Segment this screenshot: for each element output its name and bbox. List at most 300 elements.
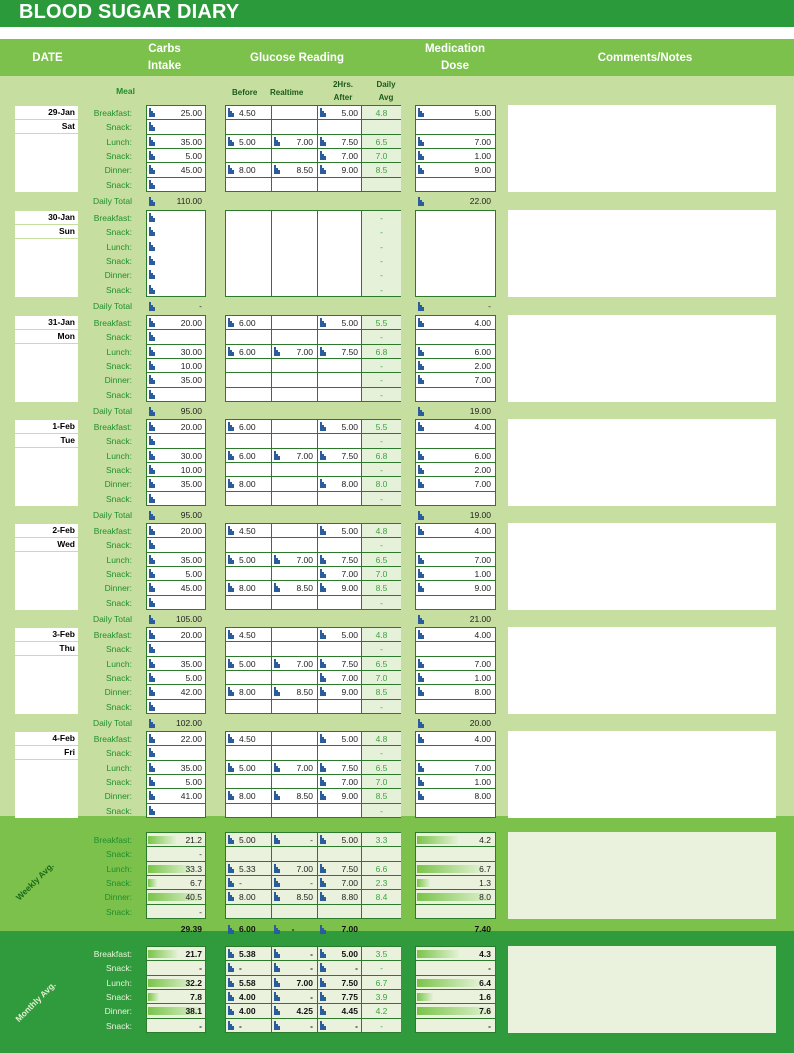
day-3-total-med: 19.00 [469,509,491,520]
day-2-med-value: 6.00 [474,346,491,357]
day-3-daily-avg-value: 6.8 [375,450,388,461]
day-4-before-marker-icon [228,583,234,592]
day-1-comments-box[interactable] [508,210,776,297]
day-1-med-box [415,210,496,297]
day-6-after-value: 7.50 [341,762,358,773]
day-1-meal-label: Snack: [106,284,132,295]
monthly-0-before-marker-icon [228,949,234,958]
day-0-before-marker-icon [228,108,234,117]
day-4-meal-label: Breakfast: [93,526,132,536]
day-2-row-line-carbs [146,401,206,402]
day-4-daily-avg-value: - [380,540,383,551]
header-medication-line1: Medication [424,43,486,55]
day-5-daily-avg-value: - [380,701,383,712]
day-3-before-marker-icon [228,451,234,460]
weekly-0-carbs-value: - [199,906,202,917]
subheader-after-line1: 2Hrs. [332,80,353,89]
day-6-daily-avg-value: 8.5 [375,791,388,802]
weekly-0-meal-label: Breakfast: [93,835,132,845]
monthly-0-rt-marker-icon [274,992,280,1001]
weekly-0-after-value: 5.00 [341,835,358,845]
weekly-total-rt: - [291,923,295,934]
monthly-0-after-marker-icon [320,992,326,1001]
day-0-after-marker-icon [320,108,326,117]
day-1-glucose-box [225,210,362,297]
day-0-daily-avg-value: 7.0 [375,150,388,161]
day-0-rt-value: 7.00 [296,136,313,147]
monthly-0-meal-label: Snack: [106,1020,132,1031]
monthly-0-after-marker-icon [320,978,326,987]
day-3-after-marker-icon [320,451,326,460]
day-4-date-cell: 2-Feb [15,524,78,537]
day-3-carbs-marker-icon [149,494,155,503]
day-5-date-area [15,656,78,714]
day-0-meal-label: Breakfast: [93,108,132,118]
day-2-total-carbs: 95.00 [180,405,202,416]
monthly-0-after-marker-icon [320,1021,326,1030]
weekly-0-before-value: 5.33 [239,863,256,874]
monthly-0-after-value: 5.00 [341,949,358,959]
weekly-0-rt-value: - [310,877,313,888]
weekly-0-carbs-value: 40.5 [185,892,202,903]
weekly-avg-label: Weekly Avg. [13,860,56,903]
day-4-total-carbs: 105.00 [176,613,202,624]
weekly-0-before-value: 5.00 [239,835,256,845]
day-4-row-line-med [415,609,496,610]
weekly-0-meal-label: Snack: [106,877,132,888]
weekly-0-row-line-avg [362,918,401,919]
day-6-rt-marker-icon [274,763,280,772]
day-4-comments-box[interactable] [508,523,776,610]
day-0-date-cell: 29-Jan [15,106,78,119]
day-2-date-cell: 31-Jan [15,316,78,329]
weekly-0-daily-avg-value: 2.3 [375,877,388,888]
day-4-meal-label: Snack: [106,568,132,579]
day-4-rt-marker-icon [274,583,280,592]
day-5-carbs-value: 5.00 [185,672,202,683]
day-6-after-marker-icon [320,791,326,800]
day-0-med-value: 9.00 [474,165,491,176]
day-0-rt-value: 8.50 [296,165,313,176]
day-6-rt-value: 8.50 [296,791,313,802]
weekly-0-after-value: 7.00 [341,877,358,888]
day-6-carbs-value: 35.00 [180,762,202,773]
day-5-daily-avg-value: 8.5 [375,687,388,698]
monthly-0-med-value: 1.6 [479,991,491,1002]
day-5-after-marker-icon [320,673,326,682]
header-medication-line2: Dose [440,60,470,72]
day-2-row-line-gluc [225,401,362,402]
day-5-comments-box[interactable] [508,627,776,714]
day-2-daily-avg-value: - [380,332,383,343]
day-3-carbs-value: 20.00 [180,422,202,432]
weekly-0-rt-marker-icon [274,892,280,901]
day-1-date-cell: 30-Jan [15,211,78,224]
day-2-med-value: 7.00 [474,375,491,386]
day-4-carbs-marker-icon [149,540,155,549]
day-4-carbs-value: 45.00 [180,583,202,594]
day-5-after-value: 5.00 [341,630,358,640]
day-0-before-value: 8.00 [239,165,256,176]
monthly-0-after-value: 4.45 [341,1006,358,1017]
day-6-daily-avg-value: 4.8 [375,734,388,744]
day-6-comments-box[interactable] [508,731,776,818]
day-6-carbs-marker-icon [149,806,155,815]
day-2-comments-box[interactable] [508,315,776,402]
weekly-0-med-value: 1.3 [479,877,491,888]
monthly-0-after-marker-icon [320,1006,326,1015]
day-2-total-med: 19.00 [469,405,491,416]
day-5-carbs-value: 42.00 [180,687,202,698]
monthly-0-rt-marker-icon [274,1006,280,1015]
day-6-before-marker-icon [228,763,234,772]
day-0-row-line-gluc [225,191,362,192]
subheader-daily-avg-line2: Avg [378,93,394,102]
monthly-0-rt-marker-icon [274,978,280,987]
day-0-before-marker-icon [228,137,234,146]
monthly-0-before-marker-icon [228,963,234,972]
day-5-after-value: 7.50 [341,658,358,669]
day-5-rt-marker-icon [274,659,280,668]
day-3-meal-label: Snack: [106,436,132,447]
day-2-daily-avg-value: - [380,360,383,371]
monthly-0-after-value: 7.75 [341,991,358,1002]
day-6-daily-avg-value: 6.5 [375,762,388,773]
day-4-daily-avg-value: 6.5 [375,554,388,565]
day-6-weekday-cell: Fri [15,746,78,759]
day-4-daily-total-label: Daily Total [92,613,132,624]
day-3-before-value: 8.00 [239,479,256,490]
day-4-rt-value: 7.00 [296,554,313,565]
day-6-carbs-value: 41.00 [180,791,202,802]
day-4-after-value: 7.00 [341,568,358,579]
day-6-carbs-value: 5.00 [185,776,202,787]
day-5-carbs-value: 20.00 [180,630,202,640]
day-1-weekday-cell: Sun [15,225,78,238]
day-5-after-marker-icon [320,687,326,696]
day-2-meal-label: Snack: [106,332,132,343]
day-5-rt-marker-icon [274,687,280,696]
day-4-med-value: 4.00 [474,526,491,536]
day-3-before-value: 6.00 [239,450,256,461]
day-2-before-marker-icon [228,347,234,356]
day-0-after-marker-icon [320,137,326,146]
monthly-0-med-value: - [488,1020,491,1031]
monthly-0-daily-avg-value: 3.5 [375,949,388,959]
day-3-rt-value: 7.00 [296,450,313,461]
day-5-row-line-gluc [225,713,362,714]
day-1-daily-total-label: Daily Total [92,300,132,311]
day-1-carbs-marker-icon [149,213,155,222]
weekly-0-carbs-value: 33.3 [185,863,202,874]
day-1-carbs-marker-icon [149,242,155,251]
monthly-0-after-marker-icon [320,963,326,972]
day-4-rt-value: 8.50 [296,583,313,594]
day-3-comments-box[interactable] [508,419,776,506]
day-5-carbs-marker-icon [149,702,155,711]
day-6-after-marker-icon [320,734,326,743]
day-1-divider-after [317,210,318,297]
monthly-0-meal-label: Breakfast: [93,949,132,959]
day-3-row-line-med [415,505,496,506]
day-5-med-value: 8.00 [474,687,491,698]
day-5-med-value: 4.00 [474,630,491,640]
day-2-rt-marker-icon [274,347,280,356]
weekly-0-after-marker-icon [320,864,326,873]
day-3-daily-avg-value: 5.5 [375,422,388,432]
day-6-med-value: 1.00 [474,776,491,787]
day-2-daily-total-label: Daily Total [92,405,132,416]
day-5-before-marker-icon [228,659,234,668]
day-6-before-value: 5.00 [239,762,256,773]
day-0-total-carbs: 110.00 [176,195,202,206]
day-0-carbs-value: 45.00 [180,165,202,176]
day-2-daily-avg-value: 6.8 [375,346,388,357]
day-5-meal-label: Snack: [106,672,132,683]
day-1-date-area [15,239,78,297]
monthly-0-before-value: - [239,963,242,974]
header-date: DATE [32,52,63,64]
subheader-after-line2: After [333,93,353,102]
day-5-med-value: 1.00 [474,672,491,683]
monthly-0-med-value: 7.6 [479,1006,491,1017]
day-0-carbs-value: 25.00 [180,108,202,118]
day-6-meal-label: Snack: [106,748,132,759]
day-5-before-value: 8.00 [239,687,256,698]
day-3-after-value: 8.00 [341,479,358,490]
day-0-meal-label: Snack: [106,122,132,133]
day-3-carbs-value: 35.00 [180,479,202,490]
day-5-before-marker-icon [228,630,234,639]
day-5-daily-avg-value: 7.0 [375,672,388,683]
weekly-0-before-marker-icon [228,835,234,844]
day-3-med-value: 4.00 [474,422,491,432]
weekly-0-before-marker-icon [228,892,234,901]
weekly-0-daily-avg-value: 6.6 [375,863,388,874]
day-4-date-area [15,552,78,610]
day-0-comments-box[interactable] [508,105,776,192]
day-4-carbs-value: 20.00 [180,526,202,536]
monthly-0-before-value: 5.58 [239,977,256,988]
day-5-carbs-value: 35.00 [180,658,202,669]
monthly-0-before-value: - [239,1020,242,1031]
day-6-rt-value: 7.00 [296,762,313,773]
weekly-0-after-marker-icon [320,835,326,844]
day-0-before-marker-icon [228,165,234,174]
day-6-date-cell: 4-Feb [15,732,78,745]
day-5-rt-value: 7.00 [296,658,313,669]
day-0-before-value: 5.00 [239,136,256,147]
weekly-0-row-line-med [415,918,496,919]
monthly-0-before-value: 5.38 [239,949,256,959]
day-3-before-marker-icon [228,479,234,488]
day-5-meal-label: Dinner: [104,687,132,698]
day-4-before-marker-icon [228,555,234,564]
day-0-daily-total-label: Daily Total [92,195,132,206]
day-3-meal-label: Breakfast: [93,422,132,432]
day-4-med-value: 1.00 [474,568,491,579]
day-4-total-med: 21.00 [469,613,491,624]
weekly-0-after-marker-icon [320,892,326,901]
day-1-daily-avg-value: - [380,241,383,252]
day-4-daily-avg-value: 7.0 [375,568,388,579]
day-0-carbs-marker-icon [149,122,155,131]
weekly-0-row-line-gluc [225,918,362,919]
day-3-after-marker-icon [320,422,326,431]
day-3-daily-avg-value: - [380,436,383,447]
monthly-0-rt-value: - [310,949,313,959]
day-2-weekday-cell: Mon [15,330,78,343]
weekly-0-before-marker-icon [228,878,234,887]
day-2-meal-label: Breakfast: [93,318,132,328]
monthly-0-rt-marker-icon [274,963,280,972]
day-5-row-line-med [415,713,496,714]
day-2-meal-label: Snack: [106,360,132,371]
monthly-0-rt-value: 7.00 [296,977,313,988]
monthly-0-carbs-value: 7.8 [190,991,202,1002]
day-3-date-cell: 1-Feb [15,420,78,433]
day-2-row-line-gluc [225,372,362,373]
day-6-after-marker-icon [320,777,326,786]
weekly-0-rt-marker-icon [274,864,280,873]
day-5-meal-label: Breakfast: [93,630,132,640]
weekly-total-before-marker-icon [228,925,234,934]
day-3-daily-total-label: Daily Total [92,509,132,520]
day-1-meal-label: Lunch: [106,241,132,252]
day-4-meal-label: Lunch: [106,554,132,565]
day-0-meal-label: Snack: [106,150,132,161]
day-4-after-marker-icon [320,555,326,564]
weekly-0-rt-value: 8.50 [296,892,313,903]
day-4-meal-label: Snack: [106,540,132,551]
day-3-carbs-marker-icon [149,436,155,445]
day-6-carbs-value: 22.00 [180,734,202,744]
day-2-after-marker-icon [320,318,326,327]
day-6-carbs-marker-icon [149,748,155,757]
monthly-0-rt-value: 4.25 [296,1006,313,1017]
day-6-before-value: 8.00 [239,791,256,802]
day-5-meal-label: Snack: [106,701,132,712]
day-0-carbs-value: 35.00 [180,136,202,147]
day-5-after-value: 7.00 [341,672,358,683]
day-1-daily-avg-value: - [380,270,383,281]
day-2-meal-label: Snack: [106,389,132,400]
day-0-total-med: 22.00 [469,195,491,206]
weekly-total-before: 6.00 [239,923,256,934]
weekly-0-after-value: 8.80 [341,892,358,903]
monthly-0-before-marker-icon [228,992,234,1001]
day-0-before-value: 4.50 [239,108,256,118]
day-5-daily-avg-value: 4.8 [375,630,388,640]
monthly-0-comments-box[interactable] [508,946,776,1033]
weekly-0-med-value: 4.2 [479,835,491,845]
day-3-carbs-value: 30.00 [180,450,202,461]
day-5-before-value: 4.50 [239,630,256,640]
day-1-meal-label: Breakfast: [93,213,132,223]
day-3-weekday-cell: Tue [15,434,78,447]
day-6-row-line-carbs [146,817,206,818]
weekly-0-before-value: - [239,877,242,888]
day-0-after-value: 5.00 [341,108,358,118]
header-glucose-reading: Glucose Reading [250,52,344,64]
weekly-0-meal-label: Lunch: [106,863,132,874]
monthly-0-rt-marker-icon [274,1021,280,1030]
day-1-daily-avg-value: - [380,213,383,223]
day-6-date-area [15,760,78,818]
monthly-0-meal-label: Snack: [106,991,132,1002]
day-4-meal-label: Snack: [106,597,132,608]
day-6-daily-avg-value: - [380,805,383,816]
monthly-0-before-marker-icon [228,1006,234,1015]
day-3-meal-label: Snack: [106,493,132,504]
day-2-after-marker-icon [320,347,326,356]
day-1-daily-avg-value: - [380,284,383,295]
day-0-carbs-marker-icon [149,180,155,189]
day-6-rt-marker-icon [274,791,280,800]
day-5-meal-label: Lunch: [106,658,132,669]
monthly-0-med-value: 6.4 [479,977,491,988]
monthly-0-before-value: 4.00 [239,1006,256,1017]
weekly-0-before-marker-icon [228,864,234,873]
day-6-meal-label: Lunch: [106,762,132,773]
monthly-0-carbs-value: 21.7 [185,949,202,959]
weekly-0-comments-box[interactable] [508,832,776,919]
day-3-daily-avg-value: - [380,464,383,475]
day-0-meal-label: Dinner: [104,165,132,176]
day-2-row-line-gluc [225,387,362,388]
day-0-carbs-value: 5.00 [185,150,202,161]
day-4-meal-label: Dinner: [104,583,132,594]
day-4-carbs-value: 5.00 [185,568,202,579]
day-5-after-value: 9.00 [341,687,358,698]
day-3-before-value: 6.00 [239,422,256,432]
day-3-total-carbs: 95.00 [180,509,202,520]
day-0-meal-label: Snack: [106,179,132,190]
day-5-row-line-carbs [146,713,206,714]
weekly-0-carbs-value: 21.2 [185,835,202,845]
day-0-daily-avg-value: 4.8 [375,108,388,118]
monthly-0-rt-value: - [310,963,313,974]
weekly-0-med-value: 8.0 [479,892,491,903]
day-6-meal-label: Snack: [106,776,132,787]
day-2-rt-value: 7.00 [296,346,313,357]
day-3-carbs-value: 10.00 [180,464,202,475]
day-0-after-value: 7.00 [341,150,358,161]
day-4-before-value: 4.50 [239,526,256,536]
day-5-date-cell: 3-Feb [15,628,78,641]
day-6-meal-label: Breakfast: [93,734,132,744]
day-6-med-value: 8.00 [474,791,491,802]
day-0-med-value: 1.00 [474,150,491,161]
day-4-after-marker-icon [320,583,326,592]
day-6-after-value: 9.00 [341,791,358,802]
day-6-before-value: 4.50 [239,734,256,744]
day-4-daily-avg-value: 8.5 [375,583,388,594]
weekly-total-after-marker-icon [320,925,326,934]
day-4-row-line-gluc [225,609,362,610]
day-5-before-marker-icon [228,687,234,696]
weekly-0-daily-avg-value: 3.3 [375,835,388,845]
day-5-daily-avg-value: - [380,644,383,655]
monthly-0-rt-value: - [310,991,313,1002]
day-2-carbs-marker-icon [149,390,155,399]
header-carbs-line2: Intake [147,60,182,72]
day-4-carbs-marker-icon [149,598,155,607]
day-2-before-value: 6.00 [239,346,256,357]
day-1-carbs-marker-icon [149,285,155,294]
weekly-0-rt-value: 7.00 [296,863,313,874]
day-4-after-value: 7.50 [341,554,358,565]
